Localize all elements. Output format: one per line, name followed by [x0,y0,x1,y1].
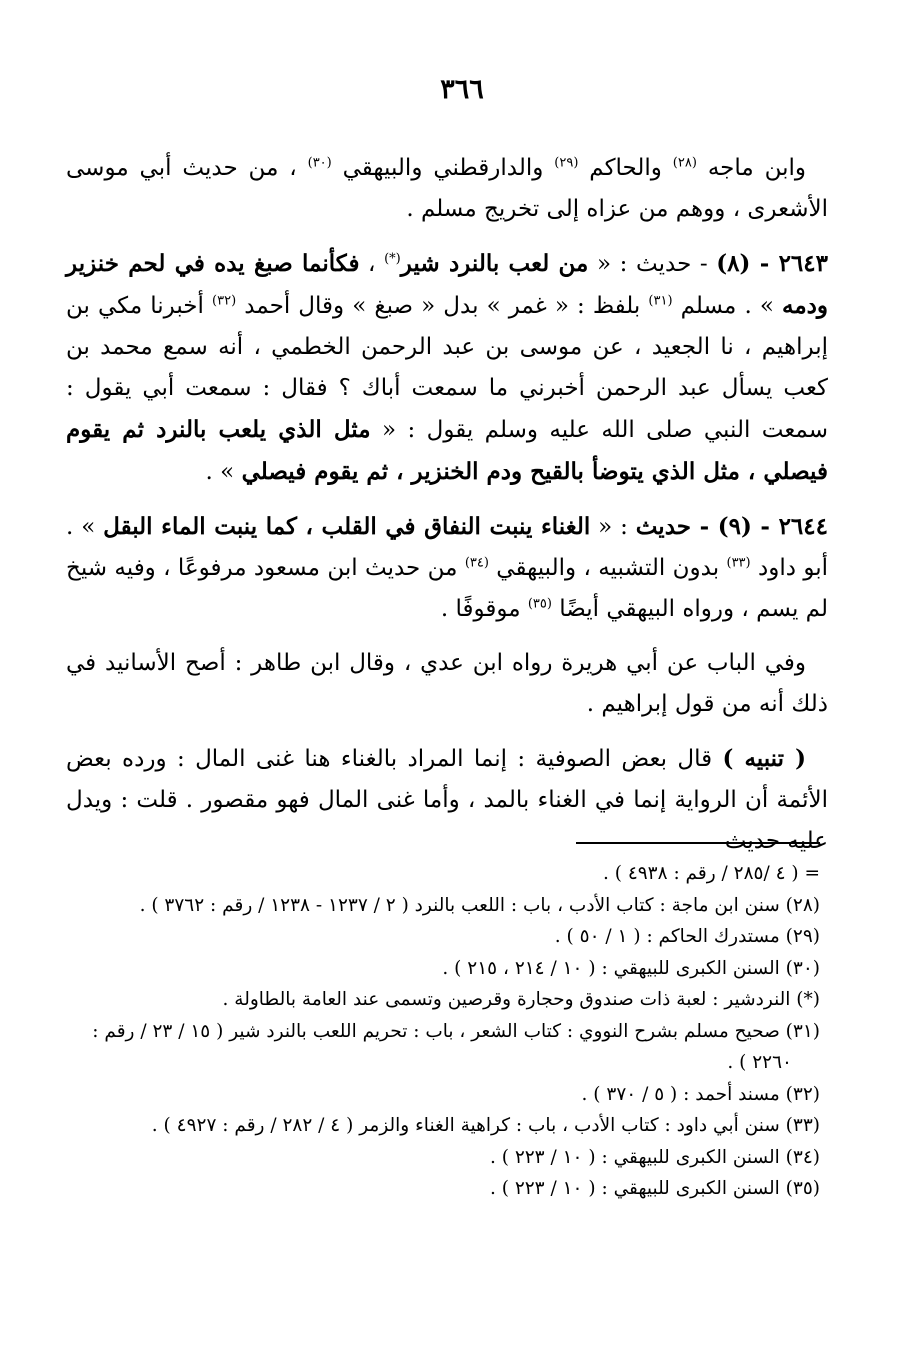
text-segment: » . أبو داود [66,514,828,581]
footnote-ref-30[interactable]: (٣٠) [307,155,332,171]
text-segment: ، [359,251,385,277]
text-segment: : « [590,514,636,540]
text-segment: من حديث ابن مسعود مرفوعًا ، وفيه شيخ لم يسم ، ورواه البيهقي أيضًا [66,555,828,622]
text-segment: قال بعض الصوفية : إنما المراد بالغناء هنا غنى المال : ورده بعض الأئمة أن الرواية إنما في الغناء بالمد ، وأما غنى المال فهو مقصور . قلت : ويدل عليه حديث [66,746,828,854]
paragraph-ibn-majah [66,148,828,230]
footnote-ref-35[interactable]: (٣٥) [527,596,552,612]
text-segment: بلفظ : « غمر » بدل « صبغ » وقال أحمد [236,293,649,319]
footnote-30: (٣٠) السنن الكبرى للبيهقي : ( ١٠ / ٢١٤ ، ٢١٥ ) . [442,957,820,979]
footnote-35: (٣٥) السنن الكبرى للبيهقي : ( ١٠ / ٢٢٣ ) . [489,1178,820,1199]
hadith-text: مثل الذي يلعب بالنرد ثم يقوم فيصلي ، مثل الذي يتوضأ بالقيح ودم الخنزير ، ثم يقوم فيصلي [66,416,828,485]
text-segment: وابن ماجه [696,155,806,181]
text-segment: والحاكم [578,155,673,181]
hadith-number: ٢٦٤٣ - (٨) [716,250,828,277]
text-segment: والدارقطني والبيهقي [331,155,555,181]
text-segment: - حديث : « [588,251,717,277]
footnote-ref-32[interactable]: (٣٢) [212,293,237,309]
text-segment: » . [205,459,242,485]
text-segment: وفي الباب عن أبي هريرة رواه ابن عدي ، وقال ابن طاهر : أصح الأسانيد في ذلك أنه من قول إبراهيم . [66,650,828,717]
footnote-ref-31[interactable]: (٣١) [648,293,673,309]
hadith-2644 [66,506,828,630]
footnote-continuation: = ( ٤ /٢٨٥ / رقم : ٤٩٣٨ ) . [602,863,820,884]
footnote-ref-28[interactable]: (٢٨) [672,155,697,171]
footnote-31: (٣١) صحيح مسلم بشرح النووي : كتاب الشعر ، باب : تحريم اللعب بالنرد شير ( ١٥ / ٢٣ / رقم : ٢٢٦٠ ) . [92,1020,820,1073]
footnote-29: (٢٩) مستدرك الحاكم : ( ١ / ٥٠ ) . [554,926,820,947]
hadith-text: من لعب بالنرد شير [400,250,589,277]
text-segment: بدون التشبيه ، والبيهقي [488,555,727,581]
footnote-ref-29[interactable]: (٢٩) [554,155,579,171]
footnote-star: (*) النردشير : لعبة ذات صندوق وحجارة وقرصين وتسمى عند العامة بالطاولة . [222,989,820,1010]
tanbih-label: ( تنبيه ) [722,745,806,772]
text-segment: ، من حديث أبي موسى الأشعرى ، ووهم من عزاه إلى تخريج مسلم . [66,155,828,222]
footnote-33: (٣٣) سنن أبي داود : كتاب الأدب ، باب : كراهية الغناء والزمر ( ٤ / ٢٨٢ / رقم : ٤٩٢٧ ) . [151,1115,820,1136]
hadith-number: ٢٦٤٤ - (٩) - حديث [635,513,828,540]
footnote-28: (٢٨) سنن ابن ماجة : كتاب الأدب ، باب : اللعب بالنرد ( ٢ / ١٢٣٧ - ١٢٣٨ / رقم : ٣٧٦٢ ) . [139,894,820,916]
hadith-text: الغناء ينبت النفاق في القلب ، كما ينبت الماء البقل [103,513,591,540]
paragraph-abu-hurairah [66,643,828,725]
footnote-32: (٣٢) مسند أحمد : ( ٥ / ٣٧٠ ) . [581,1083,820,1105]
text-segment: » . مسلم [672,293,782,319]
page-number: ٣٦٦ [440,74,484,105]
footnote-separator [576,842,820,844]
footnote-ref-33[interactable]: (٣٣) [726,555,751,571]
hadith-2643 [66,243,828,493]
hadith-text: فكأنما صبغ يده في لحم خنزير ودمه [66,250,828,319]
footnote-34: (٣٤) السنن الكبرى للبيهقي : ( ١٠ / ٢٢٣ ) . [489,1146,820,1168]
text-segment: موقوفًا . [440,596,528,622]
main-text [66,148,828,875]
footnote-ref-star[interactable]: (*) [384,251,401,267]
footnote-ref-34[interactable]: (٣٤) [464,555,489,571]
footnotes [66,858,820,1205]
text-segment: أخبرنا مكي بن إبراهيم ، نا الجعيد ، عن موسى بن عبد الرحمن الخطمي ، أنه سمع محمد بن كعب يسأل عبد الرحمن أخبرني ما سمعت أباك ؟ فقال : سمعت أبي يقول : سمعت النبي صلى الله عليه وسلم يقول : « [66,293,829,443]
